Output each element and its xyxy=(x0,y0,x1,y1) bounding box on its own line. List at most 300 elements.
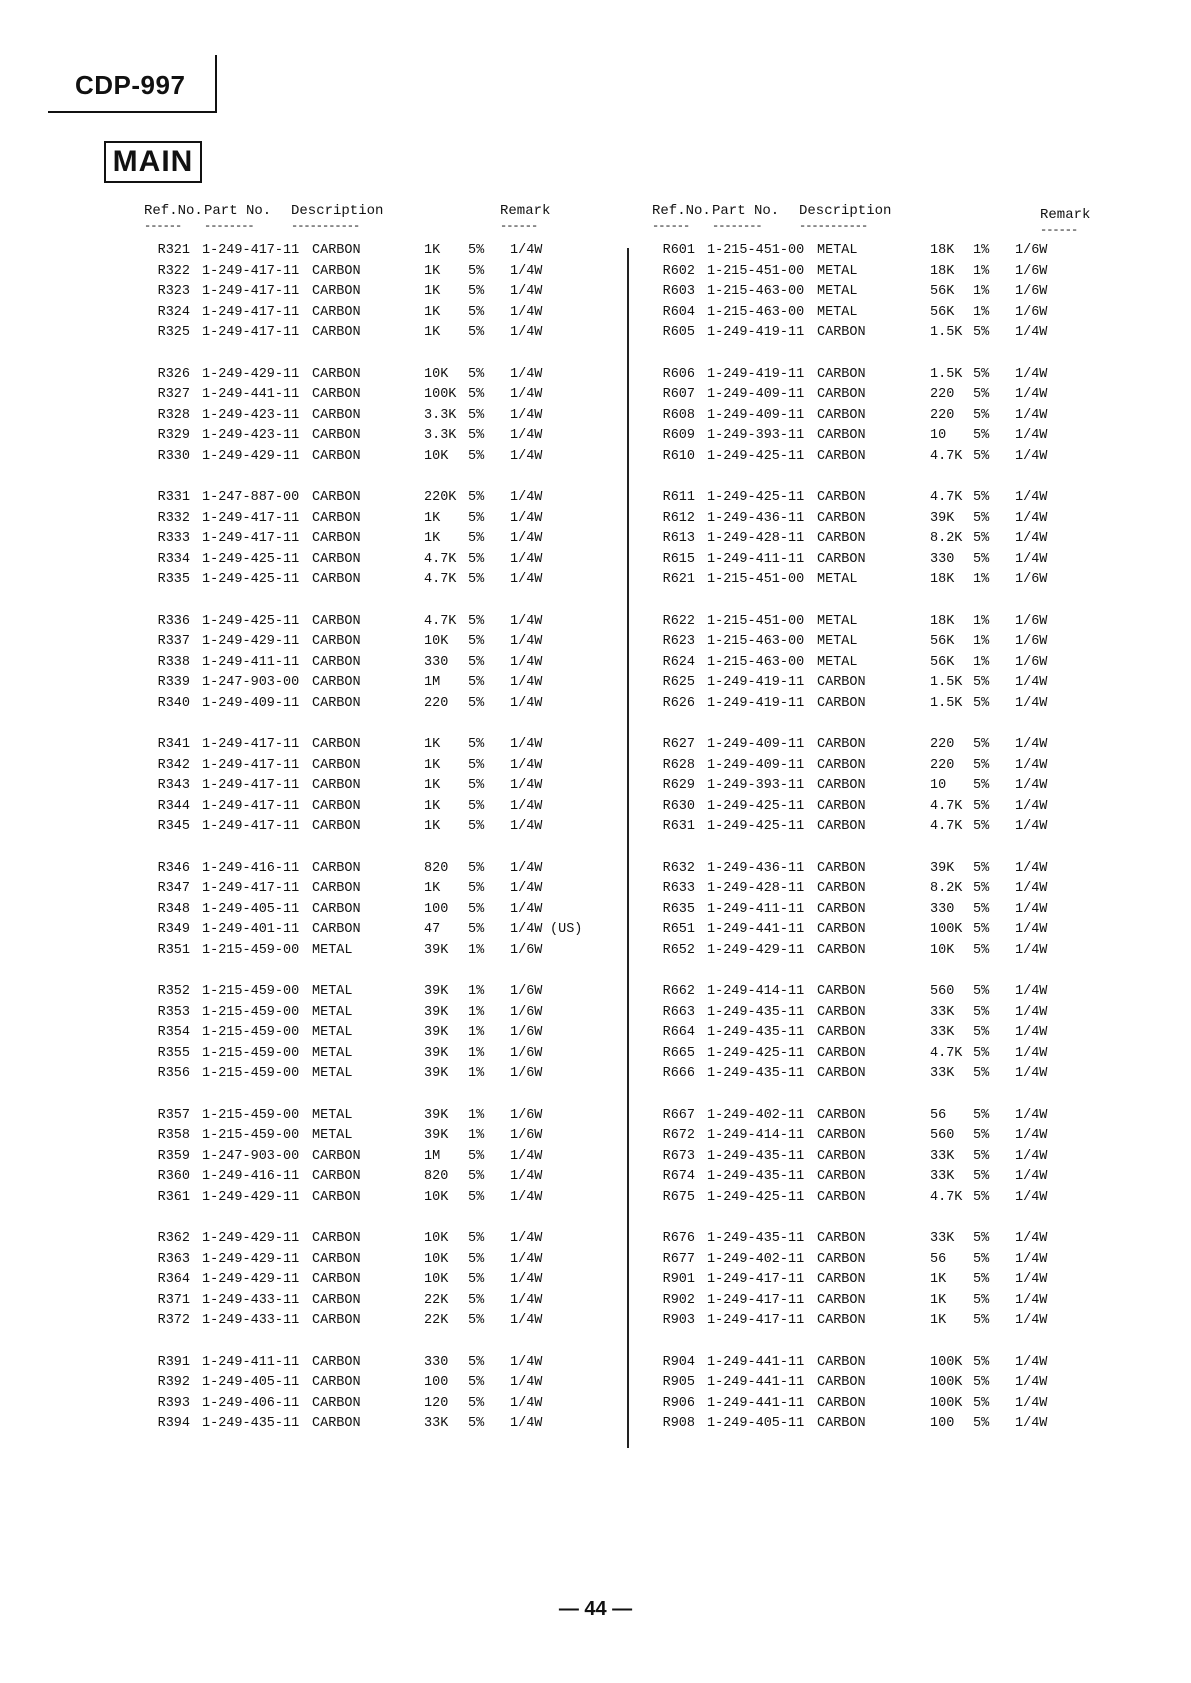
wattage-cell: 1/4W xyxy=(510,284,543,299)
tolerance-cell: 5% xyxy=(468,510,485,526)
wattage-cell: 1/4W xyxy=(510,1354,543,1370)
description-cell: CARBON xyxy=(817,922,866,937)
value-cell: 33K xyxy=(930,1004,955,1020)
table-row xyxy=(655,449,1095,470)
ref-number-cell: R676 xyxy=(662,1231,695,1246)
wattage-cell: 1/4W xyxy=(1015,1169,1048,1184)
description-cell: CARBON xyxy=(312,737,361,752)
ref-number-cell: R343 xyxy=(157,778,190,793)
wattage-cell: 1/4W xyxy=(1015,1004,1048,1020)
value-cell: 4.7K xyxy=(930,448,963,464)
value-cell: 10K xyxy=(424,1231,449,1246)
table-row xyxy=(150,1252,620,1273)
description-cell: CARBON xyxy=(817,860,866,876)
table-row xyxy=(655,1375,1095,1396)
description-cell: CARBON xyxy=(817,366,866,382)
ref-number-cell: R903 xyxy=(662,1313,695,1328)
part-number-cell: 1-215-463-00 xyxy=(707,654,805,670)
value-cell: 220 xyxy=(930,737,955,752)
ref-number-cell: R357 xyxy=(157,1107,190,1123)
description-cell: CARBON xyxy=(312,243,361,258)
tolerance-cell: 5% xyxy=(468,407,485,423)
description-cell: METAL xyxy=(817,304,858,320)
table-row xyxy=(150,655,620,676)
table-row xyxy=(150,1375,620,1396)
description-cell: CARBON xyxy=(817,1313,866,1328)
value-cell: 1K xyxy=(424,243,441,258)
table-row xyxy=(150,1396,620,1417)
description-cell: CARBON xyxy=(312,1189,361,1205)
wattage-cell: 1/4W xyxy=(510,860,543,876)
wattage-cell: 1/4W xyxy=(1015,551,1048,567)
table-row xyxy=(150,1231,620,1252)
description-cell: CARBON xyxy=(312,798,361,814)
part-number-cell: 1-249-414-11 xyxy=(707,984,805,999)
tolerance-cell: 5% xyxy=(468,675,485,690)
wattage-cell: 1/4W xyxy=(1015,1313,1048,1328)
description-cell: CARBON xyxy=(817,778,866,793)
part-number-cell: 1-249-425-11 xyxy=(202,572,300,587)
tolerance-cell: 5% xyxy=(468,304,485,320)
parts-group xyxy=(150,737,620,840)
wattage-cell: 1/4W xyxy=(1015,1354,1048,1370)
tolerance-cell: 5% xyxy=(973,984,990,999)
description-underline: ----------- xyxy=(799,219,868,233)
ref-number-cell: R340 xyxy=(157,695,190,711)
table-row xyxy=(150,284,620,305)
value-cell: 1K xyxy=(424,510,441,526)
value-cell: 1.5K xyxy=(930,325,963,340)
table-row xyxy=(150,1416,620,1437)
value-cell: 56K xyxy=(930,284,955,299)
value-cell: 10K xyxy=(424,1272,449,1287)
table-row xyxy=(655,1313,1095,1334)
ref-number-cell: R672 xyxy=(662,1128,695,1143)
tolerance-cell: 5% xyxy=(468,551,485,567)
table-row xyxy=(150,634,620,655)
tolerance-cell: 1% xyxy=(973,304,990,320)
tolerance-cell: 5% xyxy=(468,798,485,814)
wattage-cell: 1/4W xyxy=(1015,942,1048,958)
tolerance-cell: 5% xyxy=(468,1231,485,1246)
wattage-cell: 1/4W xyxy=(1015,428,1048,443)
part-number-cell: 1-249-405-11 xyxy=(202,901,300,917)
tolerance-cell: 1% xyxy=(468,942,485,958)
ref-number-cell: R611 xyxy=(662,490,695,505)
description-cell: CARBON xyxy=(312,901,361,917)
page-number: — 44 — xyxy=(558,1598,633,1620)
value-cell: 1K xyxy=(424,819,441,834)
part-number-cell: 1-249-441-11 xyxy=(707,1375,805,1390)
part-number-cell: 1-249-428-11 xyxy=(707,531,805,546)
remark-underline: ------ xyxy=(500,219,538,233)
table-row xyxy=(655,943,1095,964)
ref-number-cell: R623 xyxy=(662,634,695,649)
value-cell: 39K xyxy=(424,1025,449,1040)
table-row xyxy=(150,1108,620,1129)
part-number-cell: 1-249-435-11 xyxy=(707,1066,805,1081)
value-cell: 39K xyxy=(424,942,449,958)
description-cell: CARBON xyxy=(817,1272,866,1287)
description-cell: CARBON xyxy=(817,942,866,958)
ref-number-cell: R324 xyxy=(157,304,190,320)
tolerance-cell: 5% xyxy=(973,1148,990,1164)
wattage-cell: 1/6W xyxy=(1015,263,1048,279)
value-cell: 39K xyxy=(424,1004,449,1020)
description-cell: CARBON xyxy=(312,428,361,443)
tolerance-cell: 5% xyxy=(468,1189,485,1205)
description-cell: CARBON xyxy=(817,325,866,340)
ref-number-cell: R625 xyxy=(662,675,695,690)
description-cell: CARBON xyxy=(817,1189,866,1205)
value-cell: 1M xyxy=(424,1148,441,1164)
tolerance-cell: 1% xyxy=(468,1128,485,1143)
wattage-cell: 1/4W xyxy=(510,613,543,629)
part-number-cell: 1-249-417-11 xyxy=(202,510,300,526)
wattage-cell: 1/4W xyxy=(510,1292,543,1308)
wattage-cell: 1/4W xyxy=(510,448,543,464)
part-number-cell: 1-249-393-11 xyxy=(707,428,805,443)
description-cell: CARBON xyxy=(312,1148,361,1164)
tolerance-cell: 5% xyxy=(468,325,485,340)
wattage-cell: 1/4W xyxy=(510,757,543,773)
wattage-cell: 1/4W xyxy=(1015,798,1048,814)
tolerance-cell: 5% xyxy=(973,737,990,752)
tolerance-cell: 5% xyxy=(973,881,990,896)
ref-number-cell: R394 xyxy=(157,1416,190,1431)
part-number-cell: 1-249-417-11 xyxy=(202,819,300,834)
tolerance-cell: 1% xyxy=(468,1025,485,1040)
part-number-cell: 1-249-441-11 xyxy=(707,1395,805,1411)
wattage-cell: 1/4W xyxy=(1015,1375,1048,1390)
tolerance-cell: 5% xyxy=(973,675,990,690)
value-cell: 33K xyxy=(930,1148,955,1164)
ref-number-cell: R665 xyxy=(662,1045,695,1061)
ref-number-cell: R612 xyxy=(662,510,695,526)
description-cell: CARBON xyxy=(312,1272,361,1287)
wattage-cell: 1/4W xyxy=(1015,1066,1048,1081)
part-number-cell: 1-249-425-11 xyxy=(202,613,300,629)
ref-number-cell: R601 xyxy=(662,243,695,258)
ref-number-cell: R627 xyxy=(662,737,695,752)
section-title: MAIN xyxy=(104,141,202,183)
value-cell: 56K xyxy=(930,634,955,649)
wattage-cell: 1/4W xyxy=(1015,1107,1048,1123)
description-cell: METAL xyxy=(817,243,858,258)
tolerance-cell: 5% xyxy=(468,654,485,670)
value-cell: 39K xyxy=(424,1128,449,1143)
wattage-cell: 1/4W xyxy=(510,551,543,567)
ref-number-cell: R333 xyxy=(157,531,190,546)
tolerance-cell: 5% xyxy=(468,634,485,649)
ref-number-cell: R674 xyxy=(662,1169,695,1184)
value-cell: 1.5K xyxy=(930,695,963,711)
description-cell: CARBON xyxy=(817,901,866,917)
description-cell: CARBON xyxy=(817,510,866,526)
table-row xyxy=(655,428,1095,449)
tolerance-cell: 5% xyxy=(468,881,485,896)
value-cell: 1K xyxy=(424,304,441,320)
ref-number-cell: R662 xyxy=(662,984,695,999)
wattage-cell: 1/4W xyxy=(1015,1395,1048,1411)
value-cell: 1M xyxy=(424,675,441,690)
value-cell: 1K xyxy=(424,757,441,773)
wattage-cell: 1/4W xyxy=(1015,922,1048,937)
tolerance-cell: 5% xyxy=(973,1292,990,1308)
table-row xyxy=(150,1169,620,1190)
description-cell: CARBON xyxy=(817,448,866,464)
ref-number-cell: R323 xyxy=(157,284,190,299)
ref-number-cell: R336 xyxy=(157,613,190,629)
parts-group xyxy=(655,614,1095,717)
table-row xyxy=(150,387,620,408)
wattage-cell: 1/4W xyxy=(510,531,543,546)
ref-number-cell: R631 xyxy=(662,819,695,834)
ref-number-cell: R344 xyxy=(157,798,190,814)
table-row xyxy=(150,778,620,799)
ref-number-cell: R622 xyxy=(662,613,695,629)
ref-number-cell: R651 xyxy=(662,922,695,937)
parts-group xyxy=(655,984,1095,1087)
table-row xyxy=(655,325,1095,346)
tolerance-cell: 5% xyxy=(468,366,485,382)
part-underline: -------- xyxy=(204,219,254,233)
part-number-cell: 1-249-401-11 xyxy=(202,922,300,937)
value-cell: 8.2K xyxy=(930,881,963,896)
wattage-cell: 1/4W xyxy=(510,510,543,526)
part-number-cell: 1-249-417-11 xyxy=(202,798,300,814)
part-number-cell: 1-249-416-11 xyxy=(202,860,300,876)
wattage-cell: 1/4W xyxy=(510,1272,543,1287)
description-cell: CARBON xyxy=(312,263,361,279)
ref-number-cell: R609 xyxy=(662,428,695,443)
ref-number-cell: R325 xyxy=(157,325,190,340)
ref-number-cell: R608 xyxy=(662,407,695,423)
tolerance-cell: 5% xyxy=(973,1045,990,1061)
parts-group xyxy=(655,1355,1095,1437)
table-row xyxy=(655,1066,1095,1087)
description-cell: CARBON xyxy=(312,1231,361,1246)
part-number-cell: 1-249-393-11 xyxy=(707,778,805,793)
wattage-cell: 1/6W xyxy=(510,1025,543,1040)
wattage-cell: 1/4W xyxy=(1015,1416,1048,1431)
part-number-cell: 1-215-451-00 xyxy=(707,613,805,629)
tolerance-cell: 5% xyxy=(973,325,990,340)
ref-number-cell: R330 xyxy=(157,448,190,464)
part-number-cell: 1-249-411-11 xyxy=(707,901,805,917)
wattage-cell: 1/4W xyxy=(1015,1272,1048,1287)
parts-group xyxy=(150,984,620,1087)
value-cell: 1K xyxy=(424,284,441,299)
description-cell: CARBON xyxy=(312,531,361,546)
tolerance-cell: 5% xyxy=(973,1025,990,1040)
part-number-cell: 1-249-435-11 xyxy=(707,1169,805,1184)
table-row xyxy=(150,799,620,820)
description-cell: METAL xyxy=(312,1066,353,1081)
part-number-cell: 1-215-459-00 xyxy=(202,1004,300,1020)
wattage-cell: 1/4W xyxy=(1015,490,1048,505)
parts-group xyxy=(150,1108,620,1211)
description-header: Description xyxy=(291,203,384,219)
value-cell: 1K xyxy=(930,1272,947,1287)
tolerance-cell: 5% xyxy=(973,1416,990,1431)
description-cell: CARBON xyxy=(817,1148,866,1164)
wattage-cell: 1/6W xyxy=(510,942,543,958)
description-cell: CARBON xyxy=(312,387,361,402)
tolerance-cell: 5% xyxy=(468,490,485,505)
part-number-cell: 1-249-417-11 xyxy=(707,1313,805,1328)
table-row xyxy=(655,696,1095,717)
wattage-cell: 1/4W xyxy=(510,1313,543,1328)
table-row xyxy=(150,243,620,264)
description-cell: CARBON xyxy=(312,778,361,793)
ref-number-cell: R633 xyxy=(662,881,695,896)
ref-number-cell: R906 xyxy=(662,1395,695,1411)
description-cell: CARBON xyxy=(312,510,361,526)
ref-number-cell: R326 xyxy=(157,366,190,382)
value-cell: 22K xyxy=(424,1292,449,1308)
value-cell: 39K xyxy=(930,510,955,526)
ref-underline: ------ xyxy=(144,219,182,233)
wattage-cell: 1/4W xyxy=(510,901,543,917)
ref-number-cell: R392 xyxy=(157,1375,190,1390)
value-cell: 10K xyxy=(424,448,449,464)
tolerance-cell: 5% xyxy=(973,695,990,711)
part-number-cell: 1-249-419-11 xyxy=(707,695,805,711)
value-cell: 33K xyxy=(930,1066,955,1081)
table-row xyxy=(150,552,620,573)
wattage-cell: 1/4W xyxy=(1015,860,1048,876)
description-cell: METAL xyxy=(312,1107,353,1123)
ref-number-cell: R348 xyxy=(157,901,190,917)
tolerance-cell: 5% xyxy=(468,284,485,299)
value-cell: 100 xyxy=(424,1375,449,1390)
parts-group xyxy=(655,1108,1095,1211)
table-row xyxy=(655,1108,1095,1129)
tolerance-cell: 5% xyxy=(468,1148,485,1164)
tolerance-cell: 5% xyxy=(973,490,990,505)
part-number-cell: 1-249-414-11 xyxy=(707,1128,805,1143)
description-cell: CARBON xyxy=(312,1251,361,1267)
value-cell: 10 xyxy=(930,428,947,443)
value-cell: 820 xyxy=(424,1169,449,1184)
wattage-cell: 1/4W xyxy=(1015,984,1048,999)
part-number-cell: 1-249-435-11 xyxy=(707,1148,805,1164)
part-number-cell: 1-249-417-11 xyxy=(202,263,300,279)
part-number-cell: 1-249-411-11 xyxy=(202,1354,300,1370)
part-number-cell: 1-249-417-11 xyxy=(707,1292,805,1308)
value-cell: 220 xyxy=(930,407,955,423)
description-cell: METAL xyxy=(312,1045,353,1061)
part-number-cell: 1-249-405-11 xyxy=(707,1416,805,1431)
description-cell: CARBON xyxy=(312,366,361,382)
tolerance-cell: 5% xyxy=(973,860,990,876)
part-number-cell: 1-249-417-11 xyxy=(202,243,300,258)
tolerance-cell: 1% xyxy=(468,1107,485,1123)
tolerance-cell: 5% xyxy=(973,1251,990,1267)
ref-number-cell: R391 xyxy=(157,1354,190,1370)
tolerance-cell: 5% xyxy=(973,922,990,937)
wattage-cell: 1/4W xyxy=(510,881,543,896)
ref-number-cell: R666 xyxy=(662,1066,695,1081)
table-row xyxy=(655,1128,1095,1149)
wattage-cell: 1/4W xyxy=(1015,387,1048,402)
description-cell: CARBON xyxy=(312,551,361,567)
part-number-cell: 1-249-433-11 xyxy=(202,1313,300,1328)
table-row xyxy=(655,1005,1095,1026)
description-cell: CARBON xyxy=(312,675,361,690)
description-cell: CARBON xyxy=(817,1231,866,1246)
table-row xyxy=(150,737,620,758)
table-row xyxy=(150,819,620,840)
table-row xyxy=(655,1272,1095,1293)
tolerance-cell: 1% xyxy=(973,243,990,258)
ref-number-cell: R361 xyxy=(157,1189,190,1205)
value-cell: 33K xyxy=(424,1416,449,1431)
ref-number-cell: R362 xyxy=(157,1231,190,1246)
tolerance-cell: 5% xyxy=(468,922,485,937)
tolerance-cell: 5% xyxy=(468,1251,485,1267)
part-number-cell: 1-249-419-11 xyxy=(707,675,805,690)
ref-number-cell: R901 xyxy=(662,1272,695,1287)
value-cell: 3.3K xyxy=(424,428,457,443)
description-cell: METAL xyxy=(312,1004,353,1020)
remark-header: Remark xyxy=(1040,207,1091,223)
value-cell: 39K xyxy=(424,1045,449,1061)
part-number-cell: 1-249-417-11 xyxy=(202,737,300,752)
tolerance-cell: 5% xyxy=(973,1313,990,1328)
table-row xyxy=(655,881,1095,902)
table-row xyxy=(655,1416,1095,1437)
part-number-cell: 1-249-417-11 xyxy=(202,284,300,299)
parts-group xyxy=(150,1231,620,1334)
description-cell: CARBON xyxy=(817,407,866,423)
wattage-cell: 1/4W xyxy=(1015,695,1048,711)
ref-number-cell: R606 xyxy=(662,366,695,382)
part-number-cell: 1-215-463-00 xyxy=(707,304,805,320)
part-number-cell: 1-249-425-11 xyxy=(707,448,805,464)
ref-number-cell: R626 xyxy=(662,695,695,711)
tolerance-cell: 5% xyxy=(973,1375,990,1390)
tolerance-cell: 5% xyxy=(468,613,485,629)
description-cell: METAL xyxy=(817,284,858,299)
wattage-cell: 1/4W xyxy=(510,1416,543,1431)
part-number-cell: 1-249-425-11 xyxy=(707,490,805,505)
part-number-cell: 1-249-429-11 xyxy=(202,1272,300,1287)
description-cell: METAL xyxy=(817,263,858,279)
part-number-cell: 1-249-425-11 xyxy=(707,798,805,814)
table-row xyxy=(150,696,620,717)
wattage-cell: 1/4W xyxy=(1015,901,1048,917)
tolerance-cell: 5% xyxy=(973,428,990,443)
table-row xyxy=(655,655,1095,676)
description-cell: CARBON xyxy=(817,428,866,443)
ref-number-cell: R338 xyxy=(157,654,190,670)
ref-number-cell: R356 xyxy=(157,1066,190,1081)
wattage-cell: 1/4W xyxy=(1015,1148,1048,1164)
part-number-cell: 1-249-417-11 xyxy=(707,1272,805,1287)
description-cell: CARBON xyxy=(312,448,361,464)
ref-number-cell: R347 xyxy=(157,881,190,896)
table-row xyxy=(150,1066,620,1087)
description-cell: CARBON xyxy=(817,881,866,896)
description-cell: CARBON xyxy=(817,1169,866,1184)
description-cell: CARBON xyxy=(312,1354,361,1370)
tolerance-cell: 1% xyxy=(468,984,485,999)
description-cell: CARBON xyxy=(312,304,361,320)
description-cell: CARBON xyxy=(817,695,866,711)
ref-number-cell: R908 xyxy=(662,1416,695,1431)
